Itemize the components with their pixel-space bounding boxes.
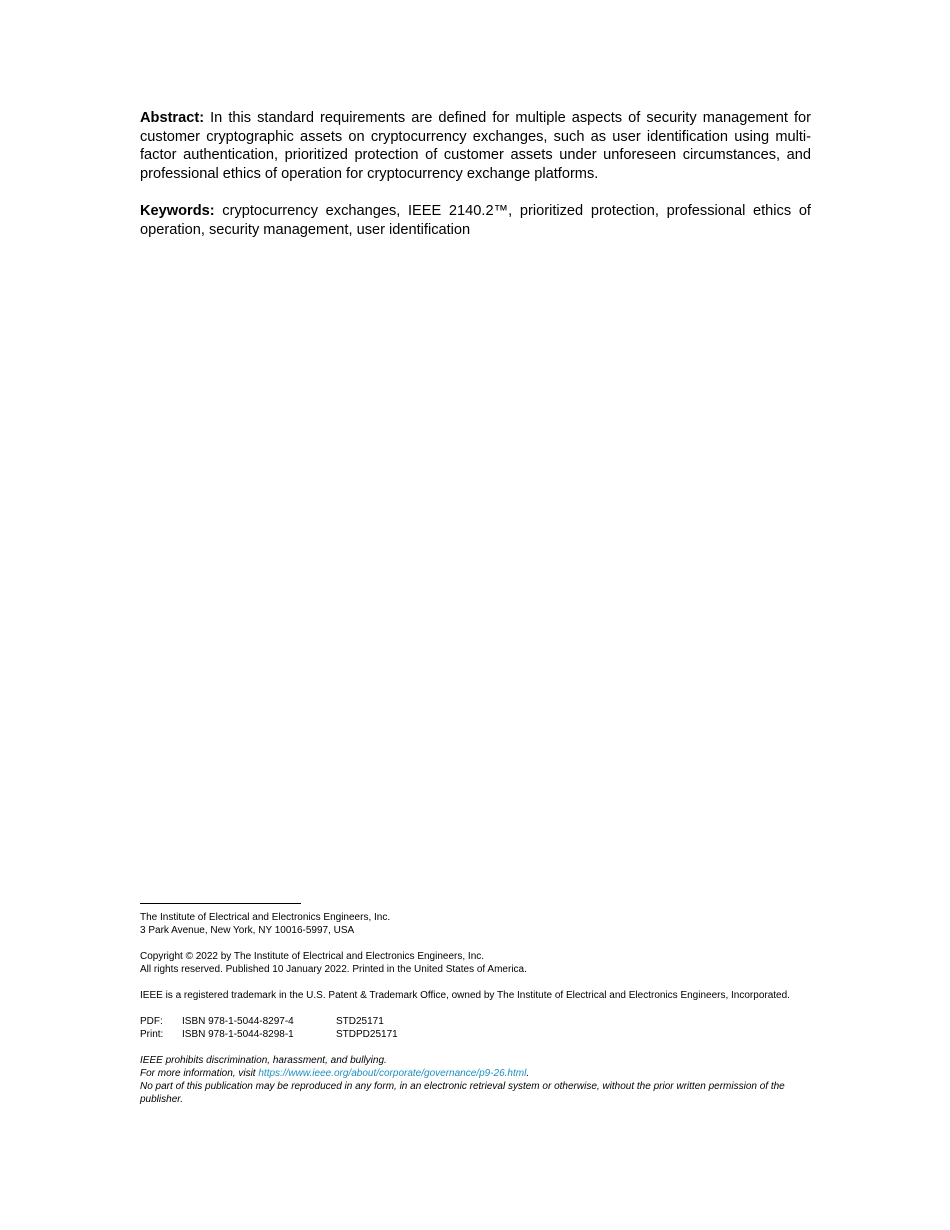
- keywords-paragraph: [140, 202, 811, 239]
- keywords-text: cryptocurrency exchanges, IEEE 2140.2™, prioritized protection, professional ethics of operation, security management, user identification: [140, 203, 811, 238]
- keywords-label: Keywords:: [140, 203, 215, 219]
- legal-line-2: [140, 1067, 812, 1080]
- copyright-block: [140, 950, 812, 976]
- abstract-label: Abstract:: [140, 110, 205, 126]
- isbn-row-print: [140, 1028, 812, 1041]
- isbn-number: ISBN 978-1-5044-8298-1: [182, 1029, 294, 1040]
- isbn-format: Print:: [140, 1029, 164, 1040]
- footnotes: [140, 903, 812, 1106]
- governance-link[interactable]: https://www.ieee.org/about/corporate/governance/p9-26.html: [258, 1068, 527, 1079]
- legal-line-2-suffix: .: [526, 1068, 530, 1079]
- isbn-code: STDPD25171: [336, 1029, 398, 1040]
- publisher-address: 3 Park Avenue, New York, NY 10016-5997, USA: [140, 925, 355, 936]
- abstract-paragraph: [140, 109, 811, 183]
- legal-line-3: No part of this publication may be reproduced in any form, in an electronic retrieval system or otherwise, without the prior written permission of the publisher.: [140, 1081, 785, 1105]
- isbn-row-pdf: [140, 1015, 812, 1028]
- legal-line-2-prefix: For more information, visit: [140, 1068, 259, 1079]
- copyright-line-1: Copyright © 2022 by The Institute of Electrical and Electronics Engineers, Inc.: [140, 951, 485, 962]
- legal-line-1: IEEE prohibits discrimination, harassment, and bullying.: [140, 1055, 387, 1066]
- trademark-notice: IEEE is a registered trademark in the U.S. Patent & Trademark Office, owned by The Institute of Electrical and Electronics Engineers, Incorporated.: [140, 990, 790, 1001]
- legal-notice: [140, 1054, 812, 1106]
- isbn-number: ISBN 978-1-5044-8297-4: [182, 1016, 294, 1027]
- abstract-text: In this standard requirements are defined for multiple aspects of security management for customer cryptographic assets on cryptocurrency exchanges, such as user identification using multi-factor authentication, prioritized protection of customer assets under unforeseen circumstances, and professional ethics of operation for cryptocurrency exchange platforms.: [140, 110, 811, 182]
- isbn-format: PDF:: [140, 1016, 163, 1027]
- isbn-block: [140, 1015, 812, 1041]
- publisher-block: [140, 911, 812, 937]
- isbn-code: STD25171: [336, 1016, 384, 1027]
- publisher-name: The Institute of Electrical and Electronics Engineers, Inc.: [140, 912, 391, 923]
- footnote-rule: [140, 903, 301, 904]
- copyright-line-2: All rights reserved. Published 10 January 2022. Printed in the United States of America.: [140, 964, 527, 975]
